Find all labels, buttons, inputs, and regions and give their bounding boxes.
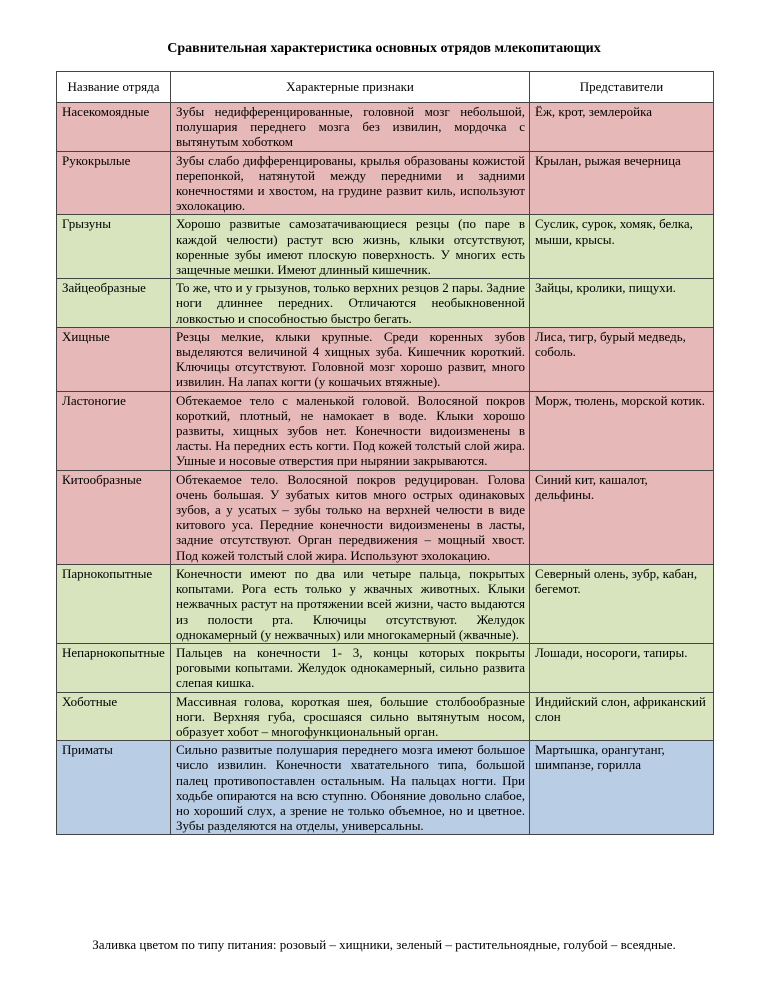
features-cell: То же, что и у грызунов, только верхних резцов 2 пары. Задние ноги длиннее передних. Отличаются необыкновенной ловкостью и способностью быстро бегать.: [171, 279, 530, 328]
table-row: [57, 279, 714, 328]
representatives-cell: Зайцы, кролики, пищухи.: [530, 279, 714, 328]
representatives-cell: Лошади, носороги, тапиры.: [530, 643, 714, 692]
features-cell: Пальцев на конечности 1- 3, концы которых покрыты роговыми копытами. Желудок однокамерный, сильно развита слепая кишка.: [171, 643, 530, 692]
header-features: Характерные признаки: [171, 72, 530, 103]
features-cell: Зубы недифференцированные, головной мозг небольшой, полушария переднего мозга без извилин, мордочка с вытянутым хоботком: [171, 103, 530, 152]
table-row: [57, 215, 714, 279]
representatives-cell: Мартышка, орангутанг, шимпанзе, горилла: [530, 741, 714, 835]
table-row: [57, 327, 714, 391]
features-cell: Обтекаемое тело с маленькой головой. Волосяной покров короткий, плотный, не намокает в воде. Клыки хорошо развиты, хищных зубов нет. Конечности видоизменены в ласты. На передних есть когти. Под кожей толстый слой жира. Ушные и носовые отверстия при нырянии закрываются.: [171, 391, 530, 470]
features-cell: Массивная голова, короткая шея, большие столбообразные ноги. Верхняя губа, сросшаяся сильно вытянутым носом, образует хобот – многофункциональный орган.: [171, 692, 530, 741]
order-name-cell: Зайцеобразные: [57, 279, 171, 328]
table-row: [57, 741, 714, 835]
representatives-cell: Синий кит, кашалот, дельфины.: [530, 470, 714, 564]
table-row: [57, 391, 714, 470]
order-name-cell: Хищные: [57, 327, 171, 391]
representatives-cell: Северный олень, зубр, кабан, бегемот.: [530, 564, 714, 643]
order-name-cell: Приматы: [57, 741, 171, 835]
order-name-cell: Китообразные: [57, 470, 171, 564]
header-order-name: Название отряда: [57, 72, 171, 103]
table-row: [57, 151, 714, 215]
table-row: [57, 103, 714, 152]
color-legend-note: Заливка цветом по типу питания: розовый – хищники, зеленый – растительноядные, голубой – всеядные.: [92, 937, 676, 952]
order-name-cell: Грызуны: [57, 215, 171, 279]
header-representatives: Представители: [530, 72, 714, 103]
order-name-cell: Рукокрылые: [57, 151, 171, 215]
table-header-row: [57, 72, 714, 103]
order-name-cell: Парнокопытные: [57, 564, 171, 643]
table-row: [57, 470, 714, 564]
order-name-cell: Хоботные: [57, 692, 171, 741]
features-cell: Хорошо развитые самозатачивающиеся резцы (по паре в каждой челюсти) растут всю жизнь, клыки отсутствуют, коренные зубы имеют плоскую поверхность. У многих есть защечные мешки. Имеют длинный кишечник.: [171, 215, 530, 279]
table-row: [57, 643, 714, 692]
representatives-cell: Индийский слон, африканский слон: [530, 692, 714, 741]
order-name-cell: Ластоногие: [57, 391, 171, 470]
features-cell: Резцы мелкие, клыки крупные. Среди коренных зубов выделяются величиной 4 хищных зуба. Кишечник короткий. Ключицы отсутствуют. Головной мозг хорошо развит, много извилин. На лапах когти (у кошачьих втяжные).: [171, 327, 530, 391]
features-cell: Сильно развитые полушария переднего мозга имеют большое число извилин. Конечности хватательного типа, большой палец противопоставлен остальным. На пальцах ногти. При ходьбе опираются на всю ступню. Обоняние довольно слабое, но хороший слух, а зрение не только объемное, но и цветное. Зубы разделяются на отделы, универсальны.: [171, 741, 530, 835]
features-cell: Обтекаемое тело. Волосяной покров редуцирован. Голова очень большая. У зубатых китов много острых одинаковых зубов, а у усатых – зубы только на верхней челюсти в виде китового уса. Передние конечности видоизменены в ласты, задние отсутствуют. Орган передвижения – мощный хвост. Под кожей толстый слой жира. Используют эхолокацию.: [171, 470, 530, 564]
representatives-cell: Лиса, тигр, бурый медведь, соболь.: [530, 327, 714, 391]
features-cell: Конечности имеют по два или четыре пальца, покрытых копытами. Рога есть только у жвачных животных. Клыки нежвачных растут на протяжении всей жизни, часто выдаются из полости рта. Ключицы отсутствуют. Желудок однокамерный (у нежвачных) или многокамерный (жвачные).: [171, 564, 530, 643]
order-name-cell: Непарнокопытные: [57, 643, 171, 692]
features-cell: Зубы слабо дифференцированы, крылья образованы кожистой перепонкой, натянутой между передними и задними конечностями и хвостом, на грудине развит киль, используют эхолокацию.: [171, 151, 530, 215]
representatives-cell: Суслик, сурок, хомяк, белка, мыши, крысы.: [530, 215, 714, 279]
table-body: [57, 103, 714, 835]
order-name-cell: Насекомоядные: [57, 103, 171, 152]
representatives-cell: Крылан, рыжая вечерница: [530, 151, 714, 215]
table-row: [57, 692, 714, 741]
orders-table: [56, 71, 714, 835]
page-title: Сравнительная характеристика основных отрядов млекопитающих: [167, 41, 601, 56]
representatives-cell: Ёж, крот, землеройка: [530, 103, 714, 152]
representatives-cell: Морж, тюлень, морской котик.: [530, 391, 714, 470]
table-row: [57, 564, 714, 643]
